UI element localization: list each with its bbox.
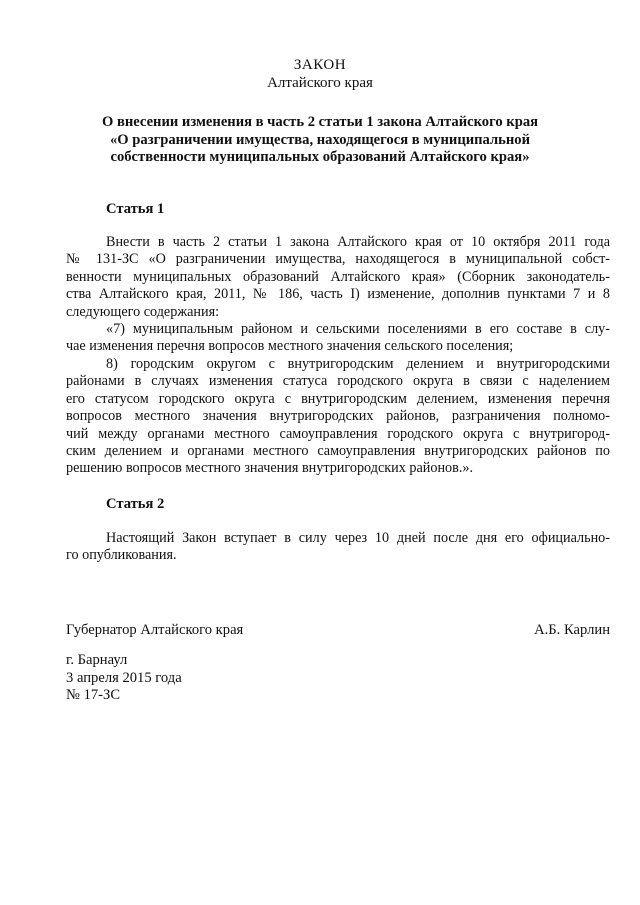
article-1-heading: Статья 1 xyxy=(106,201,165,217)
text-line: районами в случаях изменения статуса городского округа в связи с наделением xyxy=(66,373,610,390)
article-1-paragraph xyxy=(66,234,610,321)
text-line: венности муниципальных образований Алтайского края» (Сборник законодатель- xyxy=(66,268,610,285)
article-1-item-8 xyxy=(66,356,610,478)
signing-date: 3 апреля 2015 года xyxy=(66,669,182,686)
title-line: О внесении изменения в часть 2 статьи 1 закона Алтайского края xyxy=(101,114,539,130)
issuing-region: Алтайского края xyxy=(267,75,373,91)
document-meta xyxy=(66,652,182,705)
text-line: Внести в часть 2 статьи 1 закона Алтайского края от 10 октября 2011 года xyxy=(106,234,610,250)
title-line: собственности муниципальных образований Алтайского края» xyxy=(110,149,530,165)
document-type: ЗАКОН xyxy=(293,57,347,73)
text-line: вопросов местного значения внутригородских районов, разграничения полномо- xyxy=(66,408,610,425)
text-line: Настоящий Закон вступает в силу через 10 дней после дня его официально- xyxy=(106,530,610,546)
text-line: го опубликования. xyxy=(66,547,177,564)
article-2-heading: Статья 2 xyxy=(106,496,165,512)
title-line: «О разграничении имущества, находящегося в муниципальной xyxy=(110,131,530,148)
signature-block xyxy=(66,621,610,639)
text-line: решению вопросов местного значения внутригородских районов.». xyxy=(66,460,474,477)
article-2-paragraph xyxy=(66,530,610,565)
document-title xyxy=(0,114,640,167)
text-line: его статусом городского округа с внутригородским делением, изменения перечня xyxy=(66,390,610,407)
text-line: следующего содержания: xyxy=(66,303,220,320)
text-line: чий между органами местного самоуправления городского округа с внутригород- xyxy=(66,425,610,442)
text-line: ства Алтайского края, 2011, № 186, часть I) изменение, дополнив пунктами 7 и 8 xyxy=(66,286,610,303)
text-line: ским делением и органами местного самоуправления внутригородских районов по xyxy=(66,443,610,460)
text-line: 8) городским округом с внутригородским делением и внутригородскими xyxy=(106,356,610,372)
text-line: чае изменения перечня вопросов местного значения сельского поселения; xyxy=(66,338,514,355)
signatory-position: Губернатор Алтайского края xyxy=(66,622,244,638)
text-line: № 131-ЗС «О разграничении имущества, находящегося в муниципальной собст- xyxy=(66,251,610,268)
signatory-name: А.Б. Карлин xyxy=(534,622,610,638)
article-1-item-7 xyxy=(66,321,610,356)
law-number: № 17-ЗС xyxy=(66,687,121,704)
city: г. Барнаул xyxy=(66,652,128,668)
text-line: «7) муниципальным районом и сельскими поселениями в его составе в слу- xyxy=(106,321,610,337)
